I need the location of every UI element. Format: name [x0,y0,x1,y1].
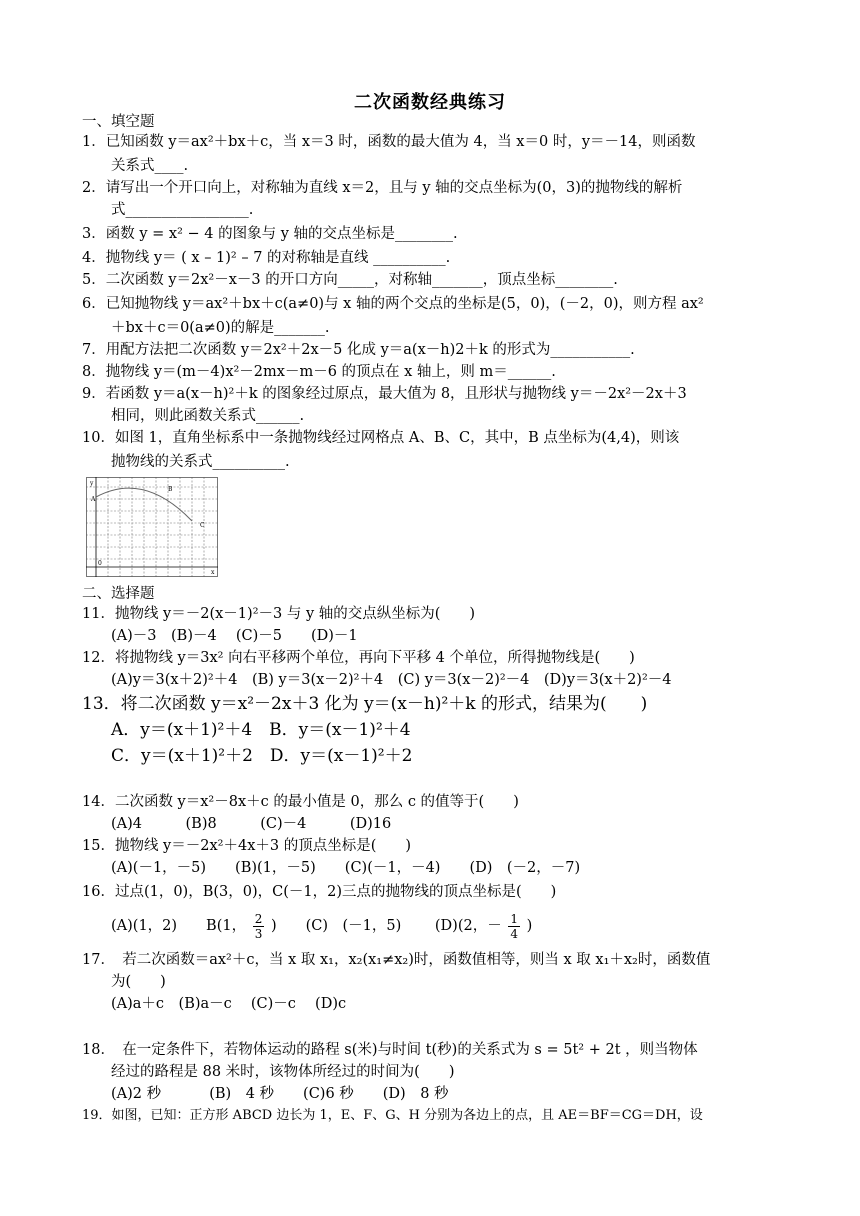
question-13: 13．将二次函数 y＝x²－2x＋3 化为 y＝(x－h)²＋k 的形式，结果为( ) [82,694,648,714]
fraction-denominator: 4 [510,926,518,941]
question-17-options: (A)a＋c (B)a－c (C)－c (D)c [111,996,347,1012]
question-14: 14．二次函数 y＝x²－8x＋c 的最小值是 0，那么 c 的值等于( ) [82,794,519,810]
question-5: 5．二次函数 y＝2x²－x－3 的开口方向_____，对称轴_______，顶点坐标________. [82,272,618,288]
question-11: 11．抛物线 y＝－2(x－1)²－3 与 y 轴的交点纵坐标为( ) [82,606,476,622]
question-2-line-1: 2．请写出一个开口向上，对称轴为直线 x＝2，且与 y 轴的交点坐标为(0，3)的抛物线的解析 [82,180,683,196]
question-3: 3．函数 y = x² − 4 的图象与 y 轴的交点坐标是________. [82,226,458,242]
question-6-line-2: ＋bx＋c＝0(a≠0)的解是_______. [111,320,330,336]
question-12: 12．将抛物线 y＝3x² 向右平移两个单位，再向下平移 4 个单位，所得抛物线是( ) [82,650,635,666]
question-7: 7．用配方法把二次函数 y＝2x²＋2x－5 化成 y＝a(x－h)2＋k 的形式为___________. [82,342,635,358]
question-1-line-1: 1．已知函数 y＝ax²＋bx＋c，当 x＝3 时，函数的最大值为 4，当 x＝0 时，y＝－14，则函数 [82,134,696,150]
question-14-options: (A)4 (B)8 (C)－4 (D)16 [111,816,392,832]
fraction-denominator: 3 [254,926,263,941]
question-4: 4．抛物线 y＝ ( x – 1)² – 7 的对称轴是直线 __________. [82,250,451,266]
label-origin: 0 [98,560,102,567]
question-16: 16．过点(1，0)，B(3，0)，C(－1，2)三点的抛物线的顶点坐标是( ) [82,884,557,900]
section-fill-in: 一、填空题 [82,114,155,130]
label-y: y [90,480,94,487]
question-9-line-2: 相同，则此函数关系式______. [111,408,305,424]
q16-option-text-a: (A)(1，2) B(1， [111,918,247,934]
question-12-options: (A)y＝3(x＋2)²＋4 (B) y＝3(x－2)²＋4 (C) y＝3(x－2)²－4 (D)y＝3(x＋2)²－4 [111,672,672,688]
fraction-two-thirds [253,912,265,941]
question-9-line-1: 9．若函数 y＝a(x－h)²＋k 的图象经过原点，最大值为 8，且形状与抛物线 y＝－2x²－2x＋3 [82,386,687,402]
question-10-line-1: 10．如图 1，直角坐标系中一条抛物线经过网格点 A、B、C，其中，B 点坐标为(4,4)，则该 [82,430,680,446]
question-11-options: (A)－3 (B)－4 (C)－5 (D)－1 [111,628,358,644]
question-8: 8．抛物线 y＝(m－4)x²－2mx－m－6 的顶点在 x 轴上，则 m＝______. [82,364,556,380]
label-b: B [168,486,173,493]
q16-option-text-b: ) (C) (－1，5) (D)(2，－ [270,918,502,934]
section-multiple-choice: 二、选择题 [82,586,155,602]
question-10-line-2: 抛物线的关系式__________. [111,454,290,470]
question-13-options-2: C．y＝(x＋1)²＋2 D．y＝(x－1)²＋2 [111,746,413,766]
question-16-options [111,908,811,948]
question-1-line-2: 关系式____. [111,158,189,174]
question-18-line-2: 经过的路程是 88 米时，该物体所经过的时间为( ) [111,1064,455,1080]
question-13-options-1: A．y＝(x＋1)²＋4 B．y＝(x－1)²＋4 [111,720,411,740]
question-6-line-1: 6．已知抛物线 y＝ax²＋bx＋c(a≠0)与 x 轴的两个交点的坐标是(5，0)，(－2，0)，则方程 ax² [82,296,704,312]
question-15: 15．抛物线 y＝－2x²＋4x＋3 的顶点坐标是( ) [82,838,412,854]
label-c: C [200,522,205,529]
fraction-numerator: 1 [510,911,518,926]
question-18-options: (A)2 秒 (B) 4 秒 (C)6 秒 (D) 8 秒 [111,1086,449,1102]
question-15-options: (A)(－1，－5) (B)(1，－5) (C)(－1，－4) (D) (－2，－7) [111,860,581,876]
figure-1-grid-parabola [86,477,218,577]
q16-option-text-c: ) [526,918,533,934]
question-2-line-2: 式_________________. [111,202,254,218]
question-18-line-1: 18． 在一定条件下，若物体运动的路程 s(米)与时间 t(秒)的关系式为 s = 5t² + 2t ，则当物体 [82,1042,698,1058]
label-x: x [211,569,215,576]
question-17-line-1: 17． 若二次函数＝ax²＋c，当 x 取 x₁，x₂(x₁≠x₂)时，函数值相等，则当 x 取 x₁＋x₂时，函数值 [82,952,711,968]
question-19: 19．如图，已知：正方形 ABCD 边长为 1，E、F、G、H 分别为各边上的点，且 AE＝BF＝CG＝DH，设 [82,1108,703,1123]
fraction-one-quarter [508,912,520,941]
page-title: 二次函数经典练习 [354,92,506,113]
label-a: A [91,496,96,503]
question-17-line-2: 为( ) [111,974,166,990]
fraction-numerator: 2 [254,911,263,926]
